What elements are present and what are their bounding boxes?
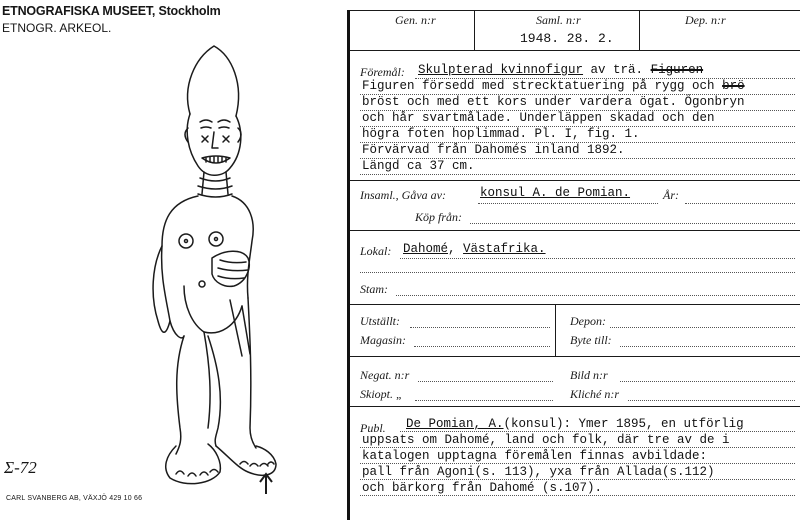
department-label: ETNOGR. ARKEOL.	[2, 21, 112, 35]
foremal-line-6: Förvärvad från Dahomés inland 1892.	[362, 143, 625, 157]
foremal-label: Föremål:	[360, 65, 405, 79]
ar-label: År:	[663, 188, 679, 202]
utstallt-label: Utställt:	[360, 314, 401, 328]
figure-hand	[212, 251, 249, 286]
foremal-line-1: Skulpterad kvinnofigur av trä. Figuren	[418, 63, 704, 77]
insaml-label: Insaml., Gåva av:	[360, 188, 446, 202]
negat-nr-label: Negat. n:r	[360, 368, 410, 382]
stam-label: Stam:	[360, 282, 388, 296]
insaml-value: konsul A. de Pomian.	[480, 186, 631, 200]
foremal-line-4: och hår svartmålade. Underläppen skadad och den	[362, 111, 715, 125]
foremal-line-7: Längd ca 37 cm.	[362, 159, 475, 173]
lokal-label: Lokal:	[360, 244, 392, 258]
figure-face	[187, 114, 241, 175]
depon-label: Depon:	[570, 314, 606, 328]
struck-word: Figuren	[650, 63, 704, 77]
publ-label: Publ.	[360, 421, 386, 435]
saml-nr-label: Saml. n:r	[536, 13, 581, 27]
foremal-object-name: Skulpterad kvinnofigur	[418, 63, 584, 77]
figure-head-crest	[188, 46, 239, 116]
publ-line-4: pall från Agoni(s. 113), yxa från Allada(s.112)	[362, 465, 715, 479]
skiopt-label: Skiopt. „	[360, 387, 403, 401]
kliche-nr-label: Kliché n:r	[570, 387, 619, 401]
inventory-mark: Σ-72	[4, 458, 37, 477]
museum-name: ETNOGRAFISKA MUSEET, Stockholm	[2, 4, 221, 18]
figure-legs	[176, 336, 184, 454]
publ-line-1: De Pomian, A.(konsul): Ymer 1895, en utförlig	[406, 417, 744, 431]
figure-right-foot	[216, 446, 276, 475]
publ-line-3: katalogen upptagna föremålen finnas avbildade:	[362, 449, 708, 463]
byte-till-label: Byte till:	[570, 333, 612, 347]
card-left-border	[347, 10, 350, 520]
printer-imprint: CARL SVANBERG AB, VÄXJÖ 429 10 66	[6, 495, 143, 502]
lokal-value: Dahomé, Västafrika.	[403, 242, 546, 256]
magasin-label: Magasin:	[360, 333, 406, 347]
kop-fran-label: Köp från:	[415, 210, 463, 224]
bild-nr-label: Bild n:r	[570, 368, 608, 382]
dep-nr-label: Dep. n:r	[685, 13, 726, 27]
publ-line-5: och bärkorg från Dahomé (s.107).	[362, 481, 603, 495]
figure-torso	[162, 196, 198, 338]
saml-nr-value: 1948. 28. 2.	[520, 31, 614, 46]
arrow-mark	[260, 474, 272, 494]
publ-author: De Pomian, A.	[406, 417, 504, 431]
publ-line-2: uppsats om Dahomé, land och folk, där tre av de i	[362, 433, 730, 447]
foremal-line-3: bröst och med ett kors under vardera ögat. Ögonbryn	[362, 95, 745, 109]
foremal-line-5: högra foten hoplimmad. Pl. I, fig. 1.	[362, 127, 640, 141]
struck-word: brö	[722, 79, 745, 93]
figure-left-foot	[166, 444, 221, 484]
foremal-line-2: Figuren försedd med strecktatuering på rygg och brö	[362, 79, 745, 93]
gen-nr-label: Gen. n:r	[395, 13, 436, 27]
figure-drawing	[100, 36, 310, 498]
